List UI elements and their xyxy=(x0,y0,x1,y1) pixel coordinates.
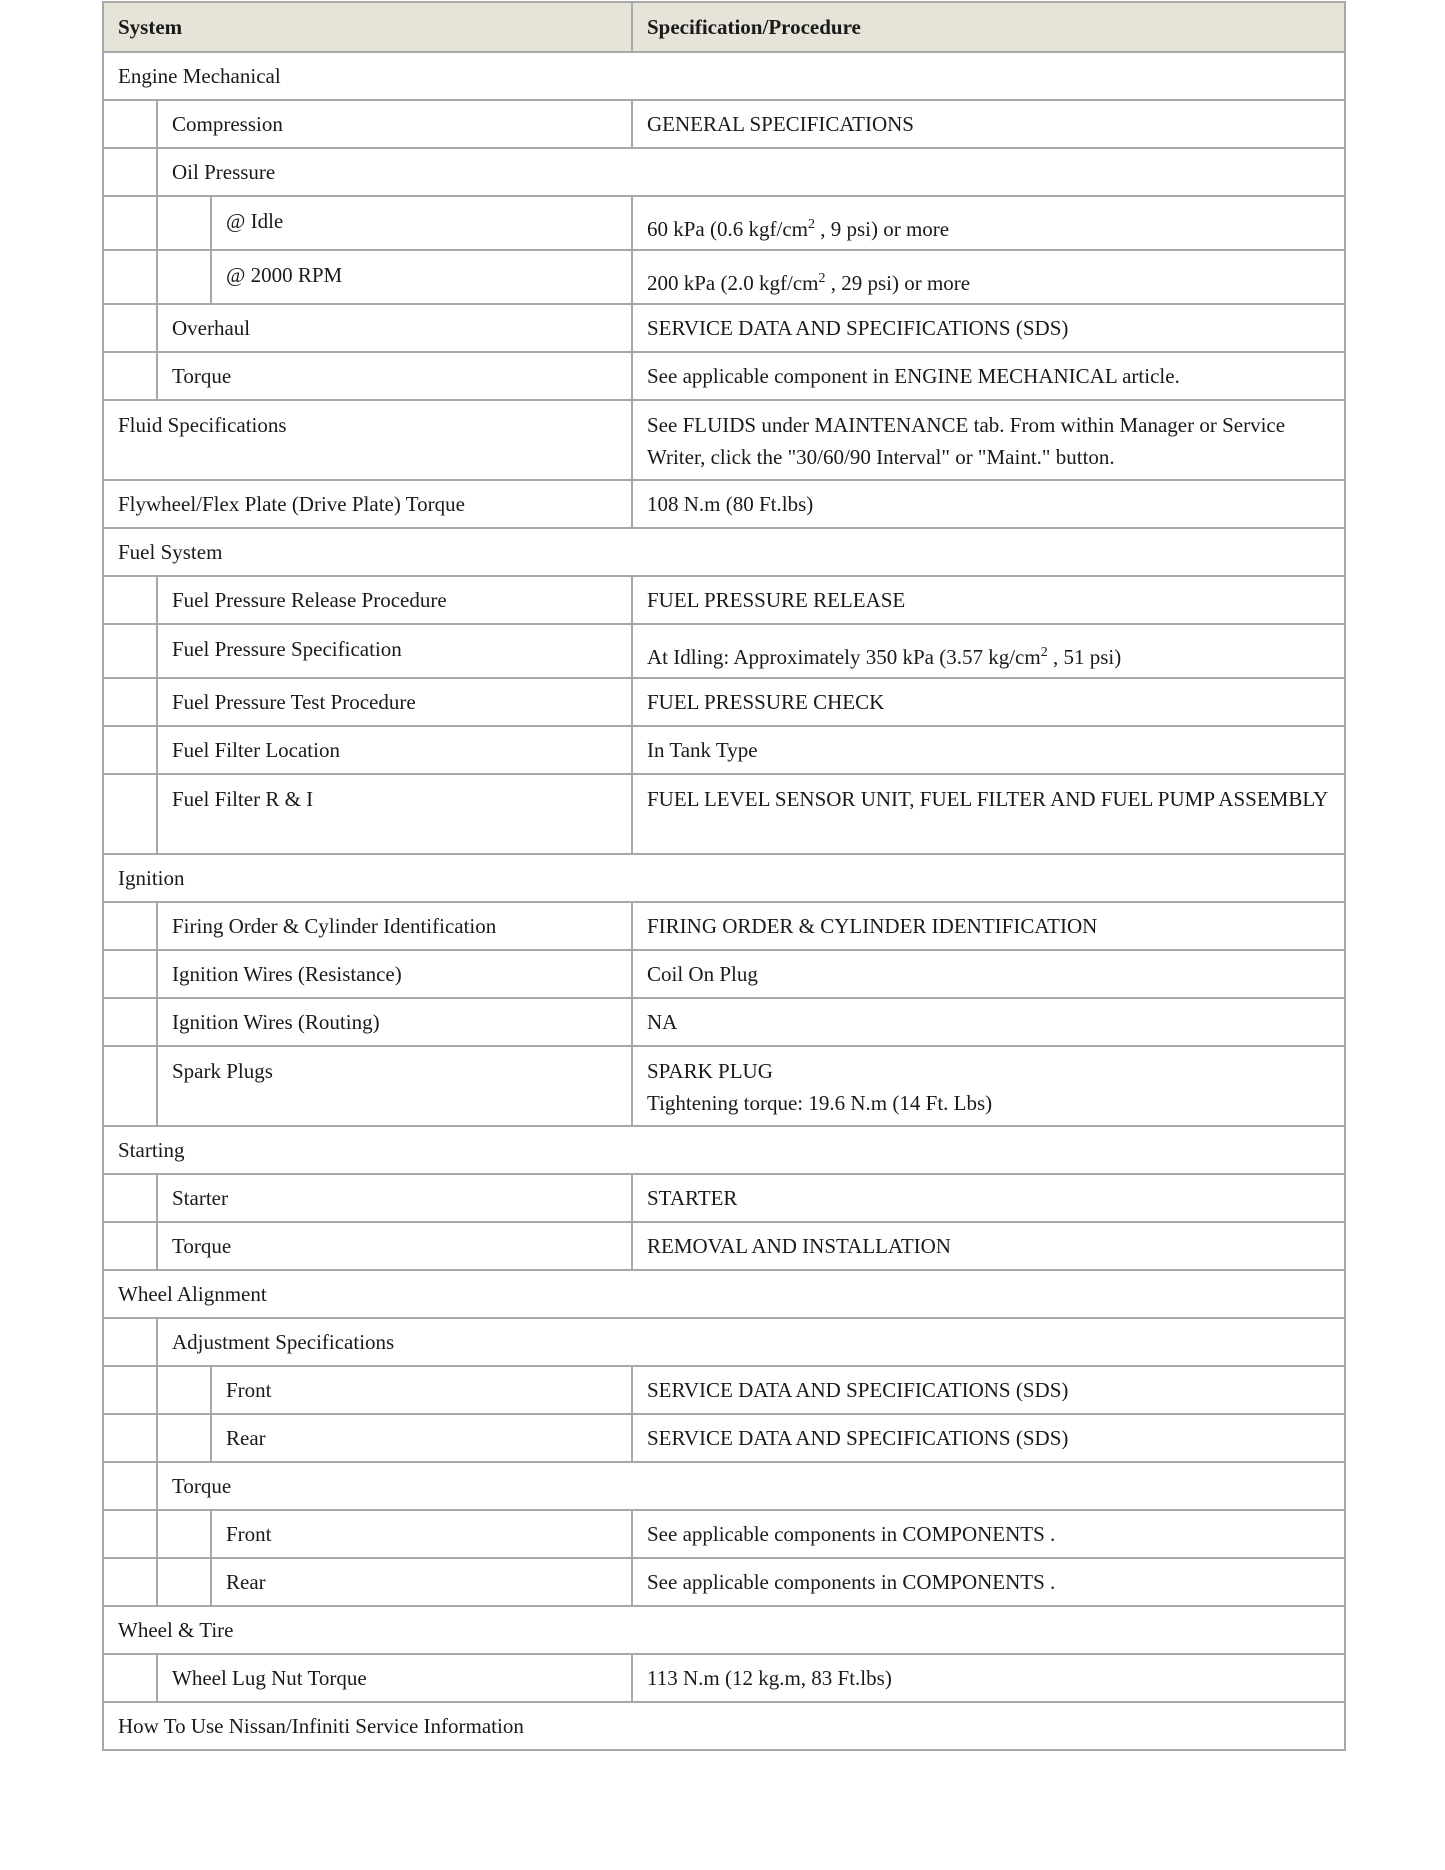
system-cell: Rear xyxy=(211,1558,632,1606)
table-row xyxy=(103,52,1345,100)
table-row xyxy=(103,624,1345,678)
table-row xyxy=(103,352,1345,400)
system-cell: Front xyxy=(211,1510,632,1558)
superscript: 2 xyxy=(818,271,826,286)
spec-cell: SERVICE DATA AND SPECIFICATIONS (SDS) xyxy=(632,1366,1345,1414)
table-row xyxy=(103,1654,1345,1702)
indent-cell xyxy=(103,196,157,250)
indent-cell xyxy=(103,100,157,148)
table-row xyxy=(103,998,1345,1046)
system-cell: Fuel Filter Location xyxy=(157,726,632,774)
indent-cell xyxy=(103,1558,157,1606)
table-row xyxy=(103,400,1345,480)
indent-cell xyxy=(103,950,157,998)
table-row xyxy=(103,1318,1345,1366)
table-row xyxy=(103,576,1345,624)
table-row xyxy=(103,250,1345,304)
spec-cell xyxy=(632,1046,1345,1126)
system-cell: Flywheel/Flex Plate (Drive Plate) Torque xyxy=(103,480,632,528)
spec-cell: See applicable components in COMPONENTS . xyxy=(632,1558,1345,1606)
spec-text: 200 kPa (2.0 kgf/cm xyxy=(647,271,819,295)
table-row xyxy=(103,1126,1345,1174)
spec-cell: See applicable components in COMPONENTS . xyxy=(632,1510,1345,1558)
indent-cell xyxy=(103,1222,157,1270)
system-cell: Firing Order & Cylinder Identification xyxy=(157,902,632,950)
table-row xyxy=(103,1510,1345,1558)
table-row xyxy=(103,1606,1345,1654)
table-row xyxy=(103,1222,1345,1270)
section-heading: Engine Mechanical xyxy=(103,52,1345,100)
indent-cell xyxy=(103,726,157,774)
system-cell: Wheel Lug Nut Torque xyxy=(157,1654,632,1702)
table-row xyxy=(103,774,1345,854)
spec-line-1: SPARK PLUG xyxy=(647,1059,773,1083)
superscript: 2 xyxy=(1040,645,1048,660)
indent-cell xyxy=(157,196,211,250)
spec-cell: See applicable component in ENGINE MECHANICAL article. xyxy=(632,352,1345,400)
spec-text: At Idling: Approximately 350 kPa (3.57 kg/cm xyxy=(647,645,1041,669)
spec-text-after: , 51 psi) xyxy=(1047,645,1122,669)
indent-cell xyxy=(103,902,157,950)
indent-cell xyxy=(103,1654,157,1702)
section-heading: How To Use Nissan/Infiniti Service Information xyxy=(103,1702,1345,1750)
system-cell: @ Idle xyxy=(211,196,632,250)
table-row xyxy=(103,1462,1345,1510)
table-row xyxy=(103,950,1345,998)
table-row xyxy=(103,1558,1345,1606)
indent-cell xyxy=(103,250,157,304)
indent-cell xyxy=(103,1414,157,1462)
table-row xyxy=(103,1702,1345,1750)
table-row xyxy=(103,678,1345,726)
spec-cell: FUEL PRESSURE CHECK xyxy=(632,678,1345,726)
system-cell: Spark Plugs xyxy=(157,1046,632,1126)
indent-cell xyxy=(103,624,157,678)
spec-table xyxy=(102,1,1346,1751)
system-cell: Rear xyxy=(211,1414,632,1462)
indent-cell xyxy=(103,1462,157,1510)
spec-text-after: , 9 psi) or more xyxy=(814,217,950,241)
indent-cell xyxy=(103,304,157,352)
system-cell: Fuel Pressure Test Procedure xyxy=(157,678,632,726)
system-cell: Ignition Wires (Resistance) xyxy=(157,950,632,998)
indent-cell xyxy=(103,678,157,726)
table-row xyxy=(103,902,1345,950)
system-cell: Torque xyxy=(157,1222,632,1270)
indent-cell xyxy=(103,1174,157,1222)
indent-cell xyxy=(157,1366,211,1414)
system-cell: Overhaul xyxy=(157,304,632,352)
spec-cell: FUEL PRESSURE RELEASE xyxy=(632,576,1345,624)
superscript: 2 xyxy=(807,217,815,232)
table-row xyxy=(103,1174,1345,1222)
spec-cell: FUEL LEVEL SENSOR UNIT, FUEL FILTER AND FUEL PUMP ASSEMBLY xyxy=(632,774,1345,854)
spec-cell xyxy=(632,196,1345,250)
indent-cell xyxy=(157,250,211,304)
system-cell: Starter xyxy=(157,1174,632,1222)
section-heading: Wheel Alignment xyxy=(103,1270,1345,1318)
spec-cell: 113 N.m (12 kg.m, 83 Ft.lbs) xyxy=(632,1654,1345,1702)
header-system: System xyxy=(103,2,632,52)
system-cell: @ 2000 RPM xyxy=(211,250,632,304)
spec-cell: In Tank Type xyxy=(632,726,1345,774)
spec-text-after: , 29 psi) or more xyxy=(825,271,971,295)
system-cell: Fluid Specifications xyxy=(103,400,632,480)
spec-cell: 108 N.m (80 Ft.lbs) xyxy=(632,480,1345,528)
spec-cell: GENERAL SPECIFICATIONS xyxy=(632,100,1345,148)
system-cell: Ignition Wires (Routing) xyxy=(157,998,632,1046)
indent-cell xyxy=(157,1414,211,1462)
system-cell: Torque xyxy=(157,352,632,400)
table-row xyxy=(103,854,1345,902)
spec-cell: FIRING ORDER & CYLINDER IDENTIFICATION xyxy=(632,902,1345,950)
table-row xyxy=(103,148,1345,196)
table-row xyxy=(103,1046,1345,1126)
indent-cell xyxy=(103,1046,157,1126)
section-heading: Wheel & Tire xyxy=(103,1606,1345,1654)
system-cell: Fuel Pressure Release Procedure xyxy=(157,576,632,624)
spec-cell: REMOVAL AND INSTALLATION xyxy=(632,1222,1345,1270)
table-row xyxy=(103,1366,1345,1414)
indent-cell xyxy=(157,1558,211,1606)
indent-cell xyxy=(103,998,157,1046)
indent-cell xyxy=(103,352,157,400)
section-heading: Starting xyxy=(103,1126,1345,1174)
indent-cell xyxy=(103,576,157,624)
table-row xyxy=(103,528,1345,576)
spec-cell xyxy=(632,624,1345,678)
indent-cell xyxy=(103,148,157,196)
indent-cell xyxy=(103,774,157,854)
section-heading: Adjustment Specifications xyxy=(157,1318,1345,1366)
spec-cell: STARTER xyxy=(632,1174,1345,1222)
spec-cell: See FLUIDS under MAINTENANCE tab. From within Manager or Service Writer, click the "30/60/90 Interval" or "Maint." button. xyxy=(632,400,1345,480)
table-row xyxy=(103,726,1345,774)
section-heading: Fuel System xyxy=(103,528,1345,576)
system-cell: Fuel Filter R & I xyxy=(157,774,632,854)
indent-cell xyxy=(103,1318,157,1366)
system-cell: Fuel Pressure Specification xyxy=(157,624,632,678)
table-row xyxy=(103,196,1345,250)
table-row xyxy=(103,1414,1345,1462)
section-heading: Oil Pressure xyxy=(157,148,1345,196)
table-body xyxy=(103,52,1345,1750)
section-heading: Torque xyxy=(157,1462,1345,1510)
table-row xyxy=(103,480,1345,528)
table-row xyxy=(103,304,1345,352)
indent-cell xyxy=(103,1510,157,1558)
spec-cell xyxy=(632,250,1345,304)
header-spec: Specification/Procedure xyxy=(632,2,1345,52)
system-cell: Front xyxy=(211,1366,632,1414)
table-row xyxy=(103,1270,1345,1318)
table-row xyxy=(103,100,1345,148)
section-heading: Ignition xyxy=(103,854,1345,902)
system-cell: Compression xyxy=(157,100,632,148)
spec-cell: SERVICE DATA AND SPECIFICATIONS (SDS) xyxy=(632,1414,1345,1462)
indent-cell xyxy=(157,1510,211,1558)
indent-cell xyxy=(103,1366,157,1414)
spec-cell: NA xyxy=(632,998,1345,1046)
spec-line-2: Tightening torque: 19.6 N.m (14 Ft. Lbs) xyxy=(647,1091,993,1115)
table-header-row xyxy=(103,2,1345,52)
spec-text: 60 kPa (0.6 kgf/cm xyxy=(647,217,808,241)
spec-cell: Coil On Plug xyxy=(632,950,1345,998)
spec-cell: SERVICE DATA AND SPECIFICATIONS (SDS) xyxy=(632,304,1345,352)
